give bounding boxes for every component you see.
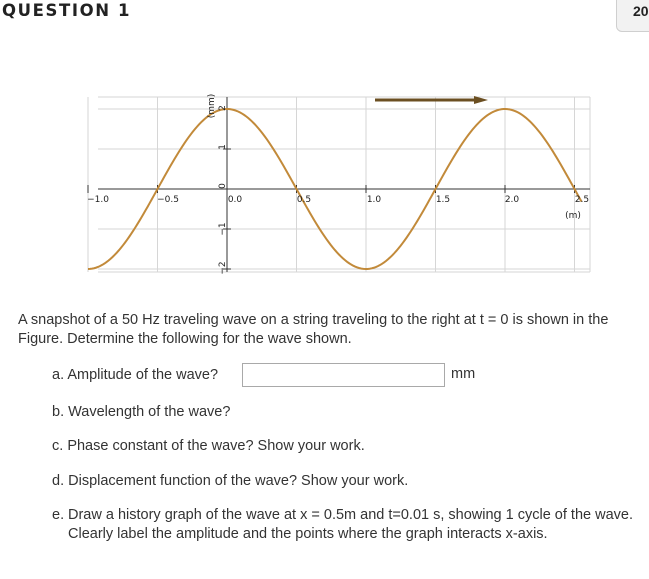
x-unit-label: (m) [565, 211, 581, 221]
subquestion-d-text: Displacement function of the wave? Show your work. [68, 473, 409, 489]
subquestion-e-text: Draw a history graph of the wave at x = 0.5m and t=0.01 s, showing 1 cycle of the wave. Clearly label the amplitude and the points where the graph interacts x-axis. [68, 507, 633, 542]
y-unit-label: (mm) [207, 93, 217, 119]
subquestion-d-label: d. [52, 473, 65, 489]
x-tick-label: 1.5 [435, 195, 451, 205]
question-intro: A snapshot of a 50 Hz traveling wave on a string traveling to the right at t = 0 is shown in the Figure. Determine the following for the wave shown. [18, 312, 609, 347]
figure-axes [98, 97, 590, 275]
x-tick-label: −0.5 [157, 195, 179, 205]
subquestion-a [52, 366, 218, 385]
y-tick-label: −1 [218, 222, 228, 236]
subquestion-b-text: Wavelength of the wave? [68, 404, 231, 420]
y-tick-label: −2 [218, 261, 228, 275]
subquestion-c-text: Phase constant of the wave? Show your work. [67, 438, 365, 454]
subquestion-c [52, 437, 365, 456]
amplitude-answer-input[interactable] [242, 363, 445, 387]
x-tick-label: 1.0 [366, 195, 382, 205]
x-tick-label: 2.0 [504, 195, 520, 205]
subquestion-a-text: Amplitude of the wave? [67, 367, 219, 383]
subquestion-d [52, 472, 408, 491]
subquestion-b-label: b. [52, 404, 65, 420]
subquestion-e [52, 506, 637, 544]
x-tick-label: 0.5 [296, 195, 312, 205]
x-tick-label: 2.5 [574, 195, 590, 205]
x-tick-label: 0.0 [227, 195, 243, 205]
subquestion-a-label: a. [52, 367, 65, 383]
x-tick-label: −1.0 [87, 195, 109, 205]
subquestion-e-label: e. [52, 507, 65, 523]
subquestion-c-label: c. [52, 438, 64, 454]
y-tick-label: 1 [218, 144, 228, 150]
tick-labels [87, 94, 589, 275]
y-tick-label: 2 [218, 105, 228, 111]
amplitude-unit: mm [451, 366, 476, 382]
figure-grid [88, 97, 590, 275]
y-tick-label: 0 [218, 183, 228, 189]
question-title: QUESTION 1 [2, 1, 132, 20]
subquestion-b [52, 403, 230, 422]
points-value: 20 [633, 3, 649, 19]
